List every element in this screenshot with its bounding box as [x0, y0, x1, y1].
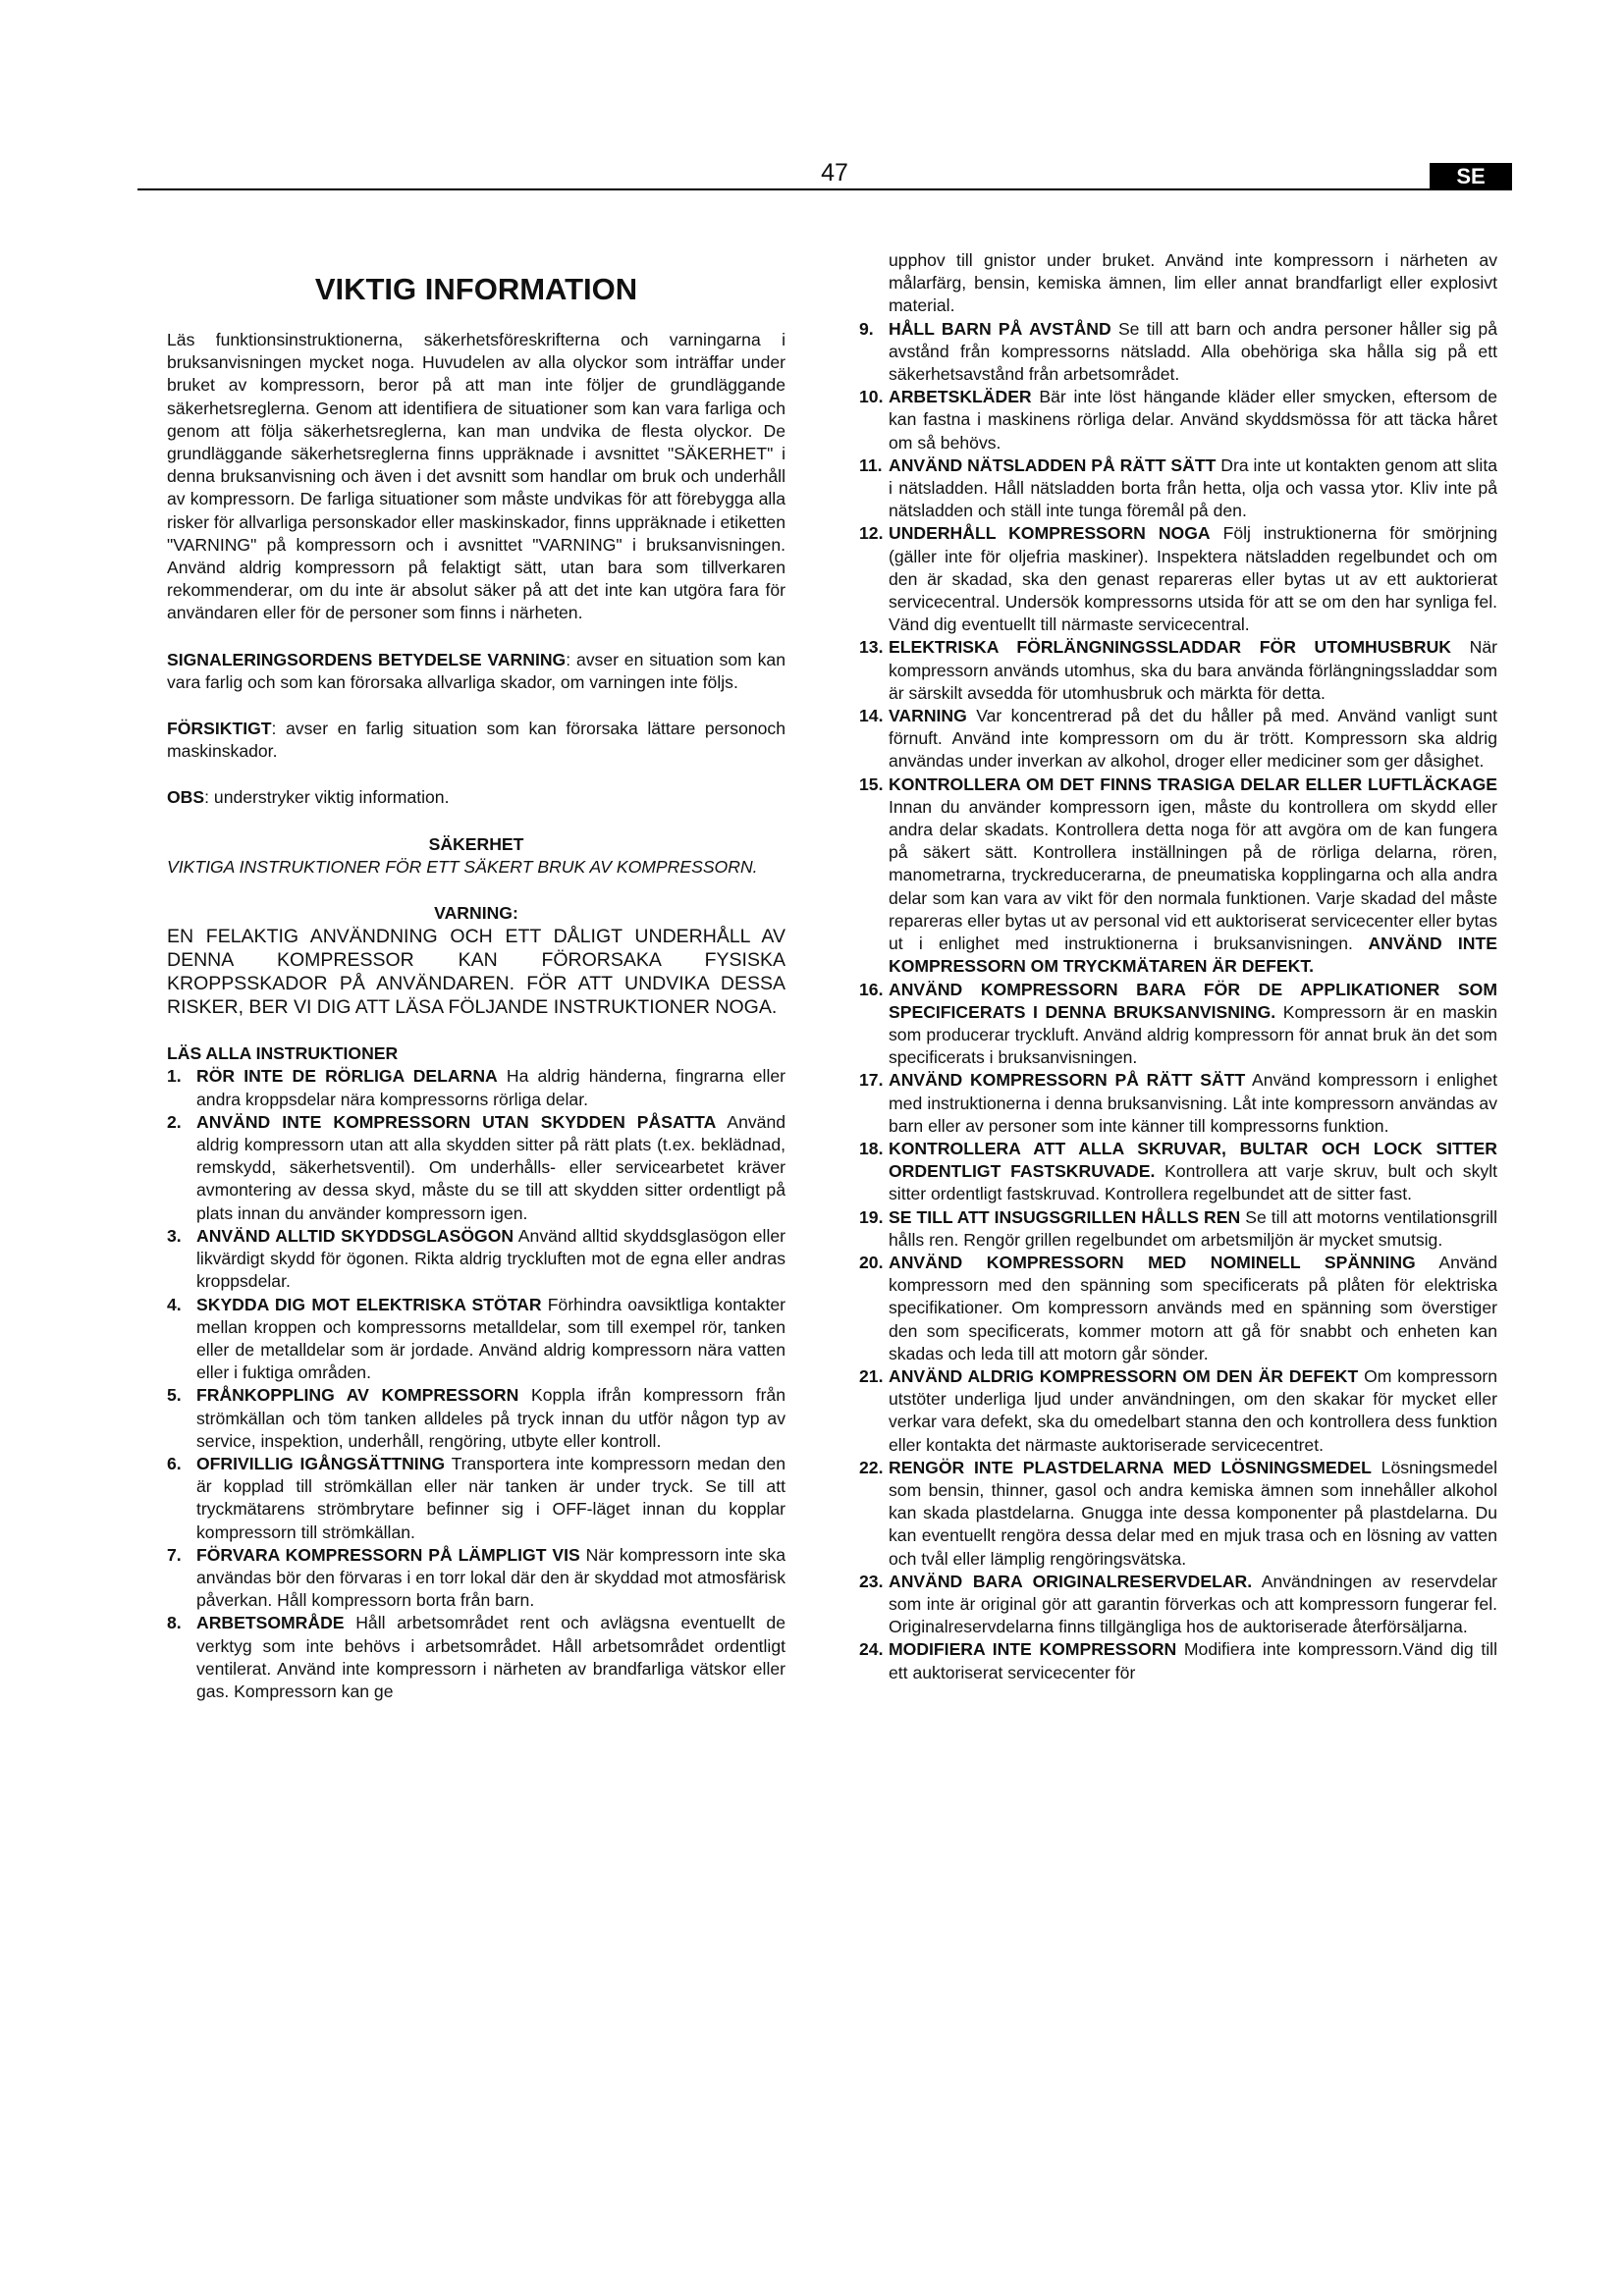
instruction-item	[859, 454, 1497, 523]
item-text: Kompressorn är en maskin som producerar tryckluft. Använd aldrig kompressorn för annat bruk än det som specificerats i bruksanvisningen.	[889, 1001, 1498, 1068]
item-number: 16.	[859, 979, 884, 999]
instruction-item	[167, 1111, 785, 1225]
item-number: 10.	[859, 387, 884, 407]
instruction-item	[859, 1206, 1497, 1252]
instruction-item	[167, 1453, 785, 1544]
note-label: OBS	[167, 787, 205, 808]
page-header	[137, 157, 1512, 192]
item-text: Använd kompressorn med den spänning som specificerats på plåten för elektriska specifikationer. Om kompressorn används med en spänning som överstiger den som specificerats, kommer motorn att gå för snabbt och enheten kan skadas och leda till att motorn går sönder.	[889, 1252, 1497, 1363]
item-text: Använd kompressorn i enlighet med instruktionerna i denna bruksanvisning. Låt inte kompressorn användas av barn eller av personer som inte känner till kompressorns funktion.	[889, 1070, 1497, 1136]
instruction-item	[859, 1252, 1497, 1365]
item-text: Var koncentrerad på det du håller på med. Använd vanligt sunt förnuft. Använd inte kompressorn om du är trött. Kompressorn ska aldrig användas under inverkan av alkohol, droger eller mediciner som ger dåsighet.	[889, 706, 1497, 772]
right-column	[859, 249, 1497, 1684]
document-title: VIKTIG INFORMATION	[314, 272, 638, 306]
instruction-item	[859, 1069, 1497, 1138]
item-text: Dra inte ut kontakten genom att slita i nätsladden. Håll nätsladden borta från hetta, olja och vassa ytor. Kliv inte på nätsladden och ställ inte tunga föremål på den.	[889, 454, 1498, 521]
item-number: 1.	[167, 1066, 182, 1087]
item-text: Se till att motorns ventilationsgrill hålls ren. Rengör grillen regelbundet om arbetsmiljön är mycket smutsig.	[889, 1206, 1498, 1250]
safety-heading: SÄKERHET	[428, 833, 524, 854]
item-text: Modifiera inte kompressorn.Vänd dig till ett auktoriserat servicecenter för	[889, 1639, 1497, 1682]
item-number: 23.	[859, 1571, 884, 1591]
left-instruction-list	[167, 1065, 785, 1703]
item-number: 14.	[859, 706, 884, 726]
item-number: 18.	[859, 1138, 884, 1158]
instruction-item	[859, 386, 1497, 454]
item-number: 11.	[859, 454, 883, 475]
item-number: 24.	[859, 1639, 884, 1660]
read-all-heading: LÄS ALLA INSTRUKTIONER	[167, 1043, 399, 1064]
item-text: Håll arbetsområdet rent och avlägsna eventuellt de verktyg som inte behövs i arbetsområdet. Håll arbetsområdet ordentligt ventilerat. Använd inte kompressorn i närheten av brandfarliga vätskor eller gas. Kompressorn kan ge	[196, 1613, 786, 1701]
item-number: 15.	[859, 774, 884, 794]
item-number: 3.	[167, 1225, 182, 1246]
item-heading: ANVÄND ALDRIG KOMPRESSORN OM DEN ÄR DEFEKT	[889, 1365, 1359, 1386]
instruction-item	[859, 1138, 1497, 1206]
instruction-item	[167, 1612, 785, 1703]
item-heading: ANVÄND INTE KOMPRESSORN UTAN SKYDDEN PÅSATTA	[196, 1111, 717, 1132]
instruction-item	[167, 1225, 785, 1294]
item-heading: ANVÄND ALLTID SKYDDSGLASÖGON	[196, 1225, 514, 1246]
item-heading: RENGÖR INTE PLASTDELARNA MED LÖSNINGSMEDEL	[889, 1457, 1372, 1477]
note-text: : understryker viktig information.	[204, 787, 450, 808]
note-paragraph	[167, 786, 785, 809]
signal-words-label: SIGNALERINGSORDENS BETYDELSE VARNING	[167, 649, 567, 669]
item-number: 5.	[167, 1385, 182, 1406]
item-text: Innan du använder kompressorn igen, måste du kontrollera om skydd eller andra delar skadats. Kontrollera detta noga för att avgöra om de kan fungera på säkert sätt. Kontrollera inställningen på de rörliga delarna, rören, manometrarna, tryckreducerarna, de pneumatiska kopplingarna och alla andra delar som kan vara av vikt för den normala funktionen. Varje skadad del måste repareras eller bytas ut av personal vid ett auktoriserat servicecenter eller bytas ut i enlighet med instruktionerna i bruksanvisningen.	[889, 796, 1497, 954]
instruction-item	[167, 1065, 785, 1110]
item-text: Följ instruktionerna för smörjning (gäller inte för oljefria maskiner). Inspektera nätsladden regelbundet och om den är skadad, ska den genast repareras eller bytas ut av ett auktorierat servicecentral. Undersök kompressorns utsida för att se om den har synliga fel. Vänd dig eventuellt till närmaste servicecentral.	[889, 523, 1498, 635]
item-text: Använd aldrig kompressorn utan att alla skydden sitter på rätt plats (t.ex. beklädnad, remskydd, säkerhetsventil). Om underhålls- eller servicearbetet kräver avmontering av dessa skyd, måste du se till att skydden sitter ordentligt på plats innan du använder kompressorn igen.	[196, 1111, 786, 1223]
instruction-item	[859, 774, 1497, 979]
item-heading: HÅLL BARN PÅ AVSTÅND	[889, 318, 1111, 339]
header-rule	[137, 188, 1512, 190]
language-badge: SE	[1430, 163, 1512, 190]
caution-paragraph	[167, 718, 785, 763]
item-text: Lösningsmedel som bensin, thinner, gasol och andra kemiska ämnen som innehåller alkohol kan skada plastdelarna. Gnugga inte dessa komponenter på plastdelarna. Du kan eventuellt rengöra dessa delar med en mjuk trasa och en lösning av vatten och tvål eller lämplig rengöringsvätska.	[889, 1457, 1498, 1569]
item-heading: RÖR INTE DE RÖRLIGA DELARNA	[196, 1066, 498, 1087]
item-text: Kontrollera att varje skruv, bult och skylt sitter ordentligt fastskruvad. Kontrollera regelbundet att de sitter fast.	[889, 1161, 1497, 1204]
item-heading: KONTROLLERA ATT ALLA SKRUVAR, BULTAR OCH LOCK SITTER ORDENTLIGT FASTSKRUVADE.	[889, 1138, 1497, 1182]
item-text: Om kompressorn utstöter underliga ljud under användningen, om den skakar för mycket eller verkar vara defekt, ska du omedelbart stanna den och kontrollera dess funktion eller kontakta det närmaste auktoriserade servicecentret.	[889, 1365, 1497, 1455]
item-heading: ANVÄND KOMPRESSORN BARA FÖR DE APPLIKATIONER SOM SPECIFICERATS I DENNA BRUKSANVISNING.	[889, 979, 1497, 1022]
signal-words-text: : avser en situation som kan vara farlig och som kan förorsaka allvarliga skador, om varningen inte följs.	[167, 649, 785, 692]
item-number: 20.	[859, 1252, 884, 1272]
item-heading: FÖRVARA KOMPRESSORN PÅ LÄMPLIGT VIS	[196, 1544, 580, 1565]
item-heading: VARNING	[889, 706, 967, 726]
item-number: 4.	[167, 1294, 182, 1314]
item-heading: ANVÄND NÄTSLADDEN PÅ RÄTT SÄTT	[889, 454, 1217, 475]
item-heading: ANVÄND BARA ORIGINALRESERVDELAR.	[889, 1571, 1253, 1591]
item-text: Användningen av reservdelar som inte är original gör att garantin förverkas och att kompressorn fungerar fel. Originalreservdelarna finns tillgängliga hos de auktoriserade återförsäljarna.	[889, 1571, 1497, 1637]
item-number: 13.	[859, 637, 884, 658]
item-heading: ARBETSKLÄDER	[889, 387, 1032, 407]
item-heading: MODIFIERA INTE KOMPRESSORN	[889, 1639, 1177, 1660]
item-heading: ANVÄND KOMPRESSORN MED NOMINELL SPÄNNING	[889, 1252, 1416, 1272]
page-number: 47	[821, 159, 848, 187]
instruction-item	[859, 979, 1497, 1070]
item-number: 22.	[859, 1457, 884, 1477]
right-instruction-list	[859, 318, 1497, 1684]
item-text: Bär inte löst hängande kläder eller smycken, eftersom de kan fastna i maskinens rörliga delar. Använd skyddsmössa för att täcka håret om så behövs.	[889, 387, 1497, 453]
instruction-item	[859, 1457, 1497, 1571]
item-heading: KONTROLLERA OM DET FINNS TRASIGA DELAR ELLER LUFTLÄCKAGE	[889, 774, 1497, 794]
item-heading: SE TILL ATT INSUGSGRILLEN HÅLLS REN	[889, 1206, 1241, 1227]
caution-text: : avser en farlig situation som kan förorsaka lättare personoch maskinskador.	[167, 719, 785, 762]
item-text: När kompressorn inte ska användas bör den förvaras i en torr lokal där den är skyddad mot atmosfärisk påverkan. Håll kompressorn borta från barn.	[196, 1544, 785, 1611]
item-text: Koppla ifrån kompressorn från strömkällan och töm tanken alldeles på tryck innan du utför någon typ av service, inspektion, underhåll, rengöring, utbyte eller kontroll.	[196, 1385, 786, 1451]
item-heading: ELEKTRISKA FÖRLÄNGNINGSSLADDAR FÖR UTOMHUSBRUK	[889, 637, 1451, 658]
item-number: 17.	[859, 1070, 884, 1091]
item-heading: SKYDDA DIG MOT ELEKTRISKA STÖTAR	[196, 1294, 542, 1314]
intro-paragraph: Läs funktionsinstruktionerna, säkerhetsföreskrifterna och varningarna i bruksanvisningen mycket noga. Huvudelen av alla olyckor som inträffar under bruket av kompressorn, beror på att man inte följer de grundläggande säkerhetsreglerna. Genom att identifiera de situationer som kan vara farliga och genom att följa säkerhetsreglerna, kan man undvika de flesta olyckor. De grundläggande säkerhetsreglerna finns uppräknade i avsnittet "SÄKERHET" i denna bruksanvisning och även i det avsnitt som handlar om bruk och underhåll av kompressorn. De farliga situationer som måste undvikas för att förebygga alla risker för allvarliga personskador eller maskinskador, finns uppräknade i etiketten "VARNING" på kompressorn och i avsnittet "VARNING" i bruksanvisningen. Använd aldrig kompressorn på felaktigt sätt, utan bara som tillverkaren rekommenderar, om du inte är absolut säker på att det inte kan utgöra fara för användaren eller för de personer som finns i närheten.	[167, 330, 785, 623]
item-text: Förhindra oavsiktliga kontakter mellan kroppen och kompressorns metalldelar, som till exempel rör, tanken eller de metalldelar som är jordade. Använd aldrig kompressorn nära vatten eller i fuktiga områden.	[196, 1294, 785, 1383]
item-number: 19.	[859, 1206, 884, 1227]
item-number: 8.	[167, 1613, 182, 1633]
item-text: När kompressorn används utomhus, ska du bara använda förlängningssladdar som är särskilt avsedda för utomhusbruk och märkta för detta.	[889, 637, 1498, 703]
item-heading: ANVÄND KOMPRESSORN PÅ RÄTT SÄTT	[889, 1070, 1246, 1091]
item-number: 12.	[859, 523, 884, 544]
instruction-item	[859, 636, 1497, 705]
item-number: 21.	[859, 1365, 884, 1386]
item-text: Ha aldrig händerna, fingrarna eller andra kroppsdelar nära kompressorns rörliga delar.	[196, 1066, 785, 1109]
continuation-paragraph: upphov till gnistor under bruket. Använd inte kompressorn i närheten av målarfärg, bensin, kemiska ämnen, lim eller annat brandfarligt eller explosivt material.	[889, 250, 1497, 316]
item-text: Se till att barn och andra personer håller sig på avstånd från kompressorns nätsladd. Alla obehöriga ska hålla sig på ett säkerhetsavstånd från arbetsområdet.	[889, 318, 1497, 385]
safety-subheading: VIKTIGA INSTRUKTIONER FÖR ETT SÄKERT BRUK AV KOMPRESSORN.	[167, 856, 758, 877]
item-number: 9.	[859, 318, 874, 339]
item-text: Transportera inte kompressorn medan den är kopplad till strömkällan eller när tanken är under tryck. Se till att tryckmätarens strömbrytare befinner sig i OFF-läget innan du kopplar kompressorn till strömkällan.	[196, 1453, 785, 1542]
signal-words-paragraph	[167, 649, 785, 694]
instruction-item	[167, 1384, 785, 1453]
item-tail: ANVÄND INTE KOMPRESSORN OM TRYCKMÄTAREN ÄR DEFEKT.	[889, 934, 1497, 977]
left-column	[167, 250, 785, 1703]
instruction-item	[859, 1571, 1497, 1639]
item-heading: FRÅNKOPPLING AV KOMPRESSORN	[196, 1385, 519, 1406]
item-heading: ARBETSOMRÅDE	[196, 1613, 345, 1633]
item-number: 7.	[167, 1544, 182, 1565]
item-number: 2.	[167, 1111, 182, 1132]
caution-label: FÖRSIKTIGT	[167, 719, 272, 739]
instruction-item	[859, 1638, 1497, 1683]
warning-heading: VARNING:	[434, 903, 518, 924]
instruction-item	[859, 705, 1497, 774]
warning-text: EN FELAKTIG ANVÄNDNING OCH ETT DÅLIGT UNDERHÅLL AV DENNA KOMPRESSOR KAN FÖRORSAKA FYSISKA KROPPSSKADOR PÅ ANVÄNDAREN. FÖR ATT UNDVIKA DESSA RISKER, BER VI DIG ATT LÄSA FÖLJANDE INSTRUKTIONER NOGA.	[167, 926, 785, 1019]
instruction-item	[859, 522, 1497, 636]
item-heading: OFRIVILLIG IGÅNGSÄTTNING	[196, 1453, 446, 1473]
instruction-item	[859, 1365, 1497, 1457]
instruction-item	[167, 1544, 785, 1613]
item-text: Använd alltid skyddsglasögon eller likvärdigt skydd för ögonen. Rikta aldrig tryckluften mot de egna eller andras kroppsdelar.	[196, 1225, 786, 1292]
instruction-item	[167, 1294, 785, 1385]
item-heading: UNDERHÅLL KOMPRESSORN NOGA	[889, 523, 1211, 544]
instruction-item	[859, 318, 1497, 387]
item-number: 6.	[167, 1453, 182, 1473]
